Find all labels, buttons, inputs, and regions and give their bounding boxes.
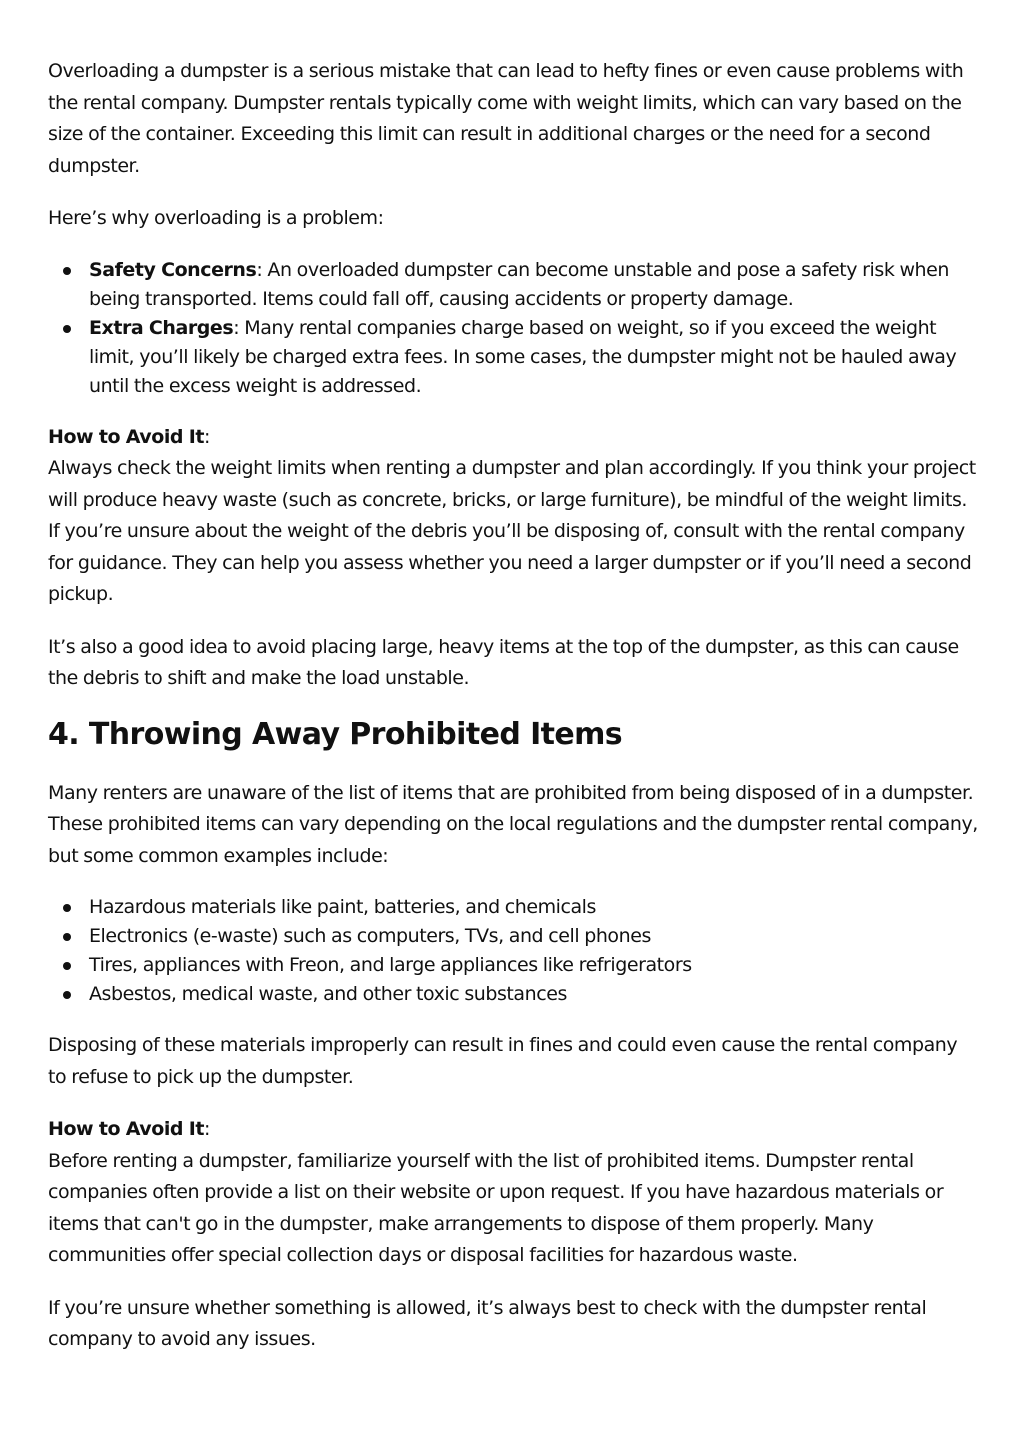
avoid-colon: : <box>203 1118 210 1140</box>
list-item <box>48 980 978 1009</box>
list-item <box>48 256 978 314</box>
list-item-text: Tires, appliances with Freon, and large appliances like refrigerators <box>89 954 692 976</box>
prohibited-intro-paragraph: Many renters are unaware of the list of items that are prohibited from being disposed of in a dumpster. These prohibited items can vary depending on the local regulations and the dumpster rental company, but some common examples include: <box>48 781 978 867</box>
list-item-text: : An overloaded dumpster can become unstable and pose a safety risk when being transported. Items could fall off, causing accidents or property damage. <box>89 258 949 310</box>
avoid-text: Before renting a dumpster, familiarize yourself with the list of prohibited items. Dumpster rental companies often provide a list on their website or upon request. If you have hazardous materials or items that can't go in the dumpster, make arrangements to dispose of them properly. Many communities offer special collection days or disposal facilities for hazardous waste. <box>48 1149 944 1266</box>
list-item <box>48 314 978 401</box>
bullet-icon <box>63 991 71 999</box>
bullet-icon <box>63 904 71 912</box>
overloading-intro-paragraph: Overloading a dumpster is a serious mistake that can lead to hefty fines or even cause problems with the rental company. Dumpster rentals typically come with weight limits, which can vary based on the size of the container. Exceeding this limit can result in additional charges or the need for a second dumpster. <box>48 60 964 177</box>
article-body <box>48 56 978 1356</box>
bullet-icon <box>63 267 71 275</box>
avoid-label: How to Avoid It <box>48 1118 204 1140</box>
prohibited-closing-paragraph: If you’re unsure whether something is allowed, it’s always best to check with the dumpster rental company to avoid any issues. <box>48 1296 927 1350</box>
bullet-icon <box>63 962 71 970</box>
prohibited-items-list <box>48 893 978 1009</box>
overloading-tip-paragraph: It’s also a good idea to avoid placing large, heavy items at the top of the dumpster, as this can cause the debris to shift and make the load unstable. <box>48 635 959 689</box>
list-item <box>48 951 978 980</box>
list-item-text: : Many rental companies charge based on weight, so if you exceed the weight limit, you’ll likely be charged extra fees. In some cases, the dumpster might not be hauled away until the excess weight is addressed. <box>89 316 957 397</box>
prohibited-consequence-paragraph: Disposing of these materials improperly can result in fines and could even cause the rental company to refuse to pick up the dumpster. <box>48 1034 958 1088</box>
avoid-label: How to Avoid It <box>48 425 204 448</box>
avoid-text: Always check the weight limits when renting a dumpster and plan accordingly. If you think your project will produce heavy waste (such as concrete, bricks, or large furniture), be mindful of the weight limits. If you’re unsure about the weight of the debris you’ll be disposing of, consult with the rental company for guidance. They can help you assess whether you need a larger dumpster or if you’ll need a second pickup. <box>48 457 976 605</box>
overloading-why-lead: Here’s why overloading is a problem: <box>48 207 384 229</box>
avoid-colon: : <box>203 425 210 448</box>
list-item <box>48 922 978 951</box>
list-item-term: Extra Charges <box>89 316 234 339</box>
list-item-text: Asbestos, medical waste, and other toxic substances <box>89 983 567 1005</box>
overloading-avoid-paragraph <box>48 422 978 611</box>
list-item-text: Electronics (e-waste) such as computers, TVs, and cell phones <box>89 925 651 947</box>
list-item <box>48 893 978 922</box>
list-item-text: Hazardous materials like paint, batteries, and chemicals <box>89 896 596 918</box>
overloading-reasons-list <box>48 256 978 401</box>
bullet-icon <box>63 933 71 941</box>
list-item-term: Safety Concerns <box>89 258 257 281</box>
bullet-icon <box>63 325 71 333</box>
prohibited-avoid-paragraph <box>48 1114 978 1272</box>
section-heading: 4. Throwing Away Prohibited Items <box>48 716 623 752</box>
